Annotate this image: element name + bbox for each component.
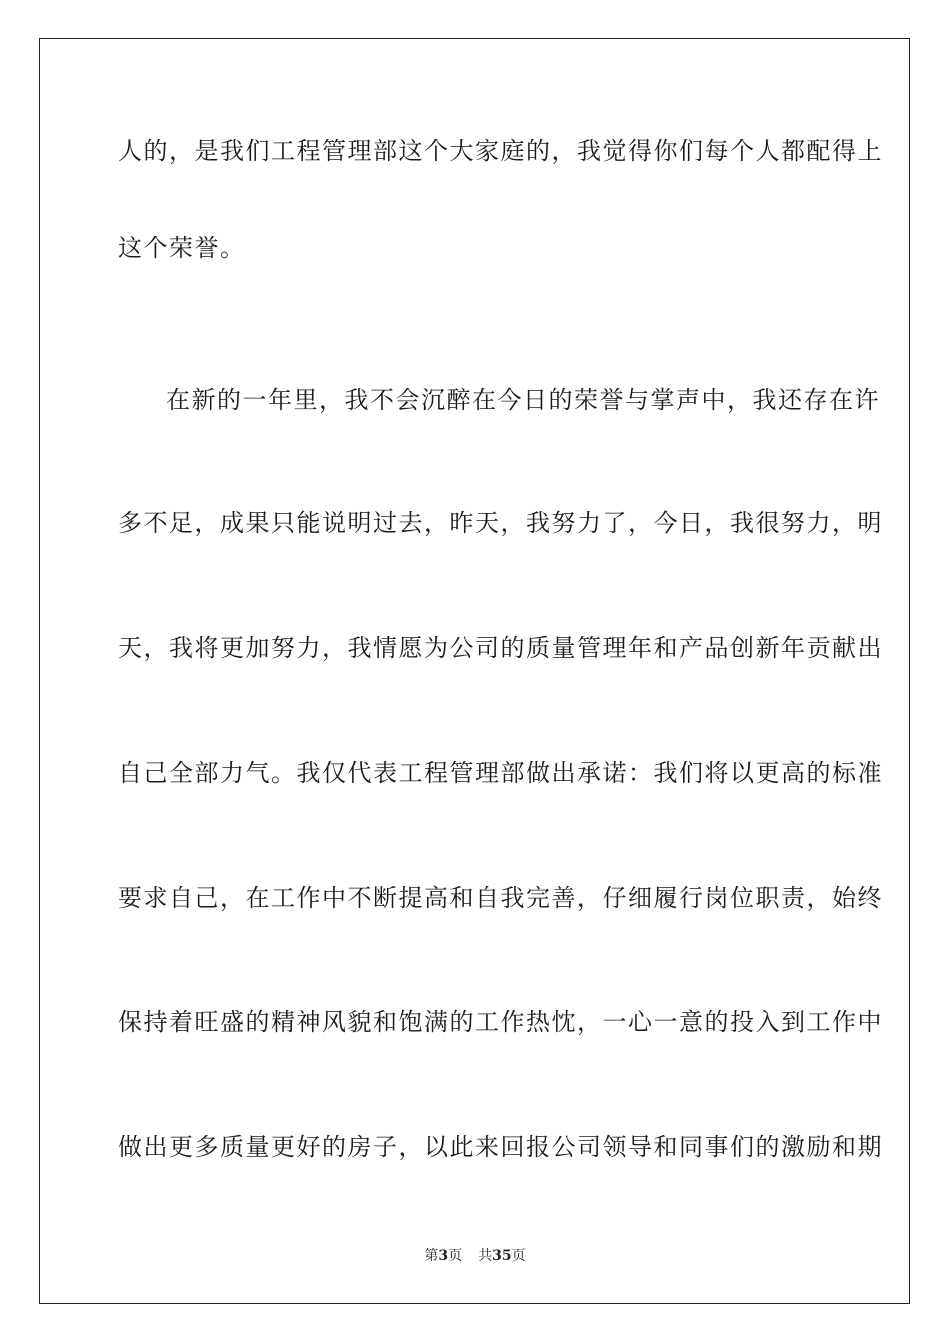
body-line-2: 这个荣誉。 (118, 234, 246, 262)
total-page-count: 35 (492, 1248, 512, 1264)
body-line-8: 保持着旺盛的精神风貌和饱满的工作热忱，一心一意的投入到工作中 (118, 1008, 883, 1036)
page-footer (0, 1247, 950, 1265)
body-line-6: 自己全部力气。我仅代表工程管理部做出承诺：我们将以更高的标准 (118, 759, 883, 787)
body-line-9: 做出更多质量更好的房子，以此来回报公司领导和同事们的激励和期 (118, 1133, 883, 1161)
page-border (39, 38, 910, 1304)
page-suffix: 页 (448, 1248, 463, 1264)
body-line-4: 多不足，成果只能说明过去，昨天，我努力了，今日，我很努力，明 (118, 509, 883, 537)
body-line-1: 人的，是我们工程管理部这个大家庭的，我觉得你们每个人都配得上 (118, 137, 883, 165)
body-line-7: 要求自己，在工作中不断提高和自我完善，仔细履行岗位职责，始终 (118, 884, 883, 912)
body-line-5: 天，我将更加努力，我情愿为公司的质量管理年和产品创新年贡献出 (118, 634, 883, 662)
current-page-number: 3 (438, 1248, 449, 1264)
total-suffix: 页 (511, 1248, 526, 1264)
total-prefix: 共 (478, 1248, 493, 1264)
body-line-3: 在新的一年里，我不会沉醉在今日的荣誉与掌声中，我还存在许 (166, 386, 880, 414)
page-prefix: 第 (424, 1248, 439, 1264)
